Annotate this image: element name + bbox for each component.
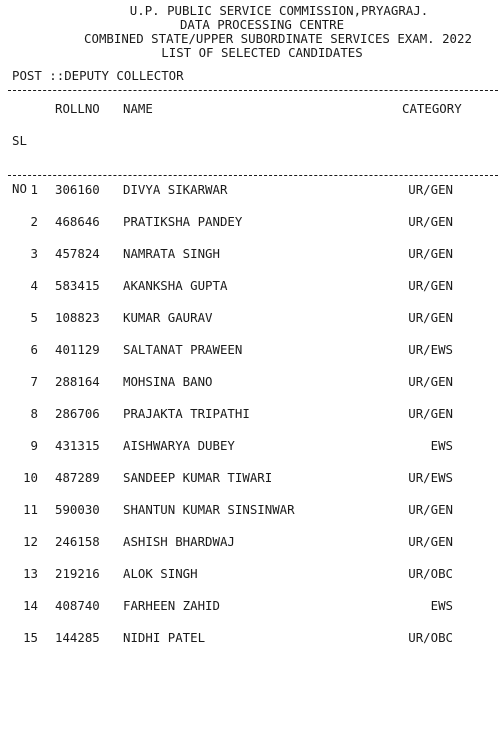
cell-rollno: 583415 [55,278,100,293]
centre-title: DATA PROCESSING CENTRE [179,17,345,32]
cell-category: UR/EWS [408,470,453,485]
cell-sl: 11 [23,502,38,517]
commission-title: U.P. PUBLIC SERVICE COMMISSION,PRYAGRAJ. [129,3,429,18]
cell-category: UR/GEN [408,310,453,325]
table-row [0,245,504,277]
table-row [0,437,504,469]
table-row [0,277,504,309]
table-row [0,373,504,405]
cell-sl: 7 [30,374,38,389]
column-header-category: CATEGORY [402,101,462,116]
cell-category: UR/OBC [408,630,453,645]
cell-sl: 6 [30,342,38,357]
cell-sl: 12 [23,534,38,549]
cell-rollno: 144285 [55,630,100,645]
cell-name: NAMRATA SINGH [123,246,220,261]
cell-name: AKANKSHA GUPTA [123,278,228,293]
cell-name: PRAJAKTA TRIPATHI [123,406,250,421]
divider-header [8,175,498,176]
cell-rollno: 590030 [55,502,100,517]
post-title: POST ::DEPUTY COLLECTOR [12,68,184,83]
cell-sl: 8 [30,406,38,421]
table-row [0,501,504,533]
cell-sl: 10 [23,470,38,485]
cell-name: MOHSINA BANO [123,374,213,389]
cell-rollno: 108823 [55,310,100,325]
cell-sl: 13 [23,566,38,581]
cell-category: UR/GEN [408,214,453,229]
cell-rollno: 286706 [55,406,100,421]
cell-sl: 3 [30,246,38,261]
cell-name: SALTANAT PRAWEEN [123,342,243,357]
cell-name: ASHISH BHARDWAJ [123,534,235,549]
cell-sl: 2 [30,214,38,229]
cell-rollno: 468646 [55,214,100,229]
cell-rollno: 306160 [55,182,100,197]
document-header [0,4,504,60]
cell-category: UR/GEN [408,534,453,549]
exam-title: COMBINED STATE/UPPER SUBORDINATE SERVICES EXAM. 2022 [84,31,472,46]
cell-rollno: 219216 [55,566,100,581]
table-row [0,629,504,661]
table-row [0,469,504,501]
table-row [0,181,504,213]
cell-name: PRATIKSHA PANDEY [123,214,243,229]
cell-name: FARHEEN ZAHID [123,598,220,613]
column-header-sl-line2: NO [12,181,27,196]
cell-sl: 4 [30,278,38,293]
table-row [0,565,504,597]
list-title: LIST OF SELECTED CANDIDATES [161,45,363,60]
cell-name: AISHWARYA DUBEY [123,438,235,453]
cell-category: UR/GEN [408,278,453,293]
table-row [0,533,504,565]
cell-sl: 14 [23,598,38,613]
divider-top [8,90,498,91]
cell-category: EWS [430,598,453,613]
cell-category: UR/GEN [408,374,453,389]
cell-rollno: 288164 [55,374,100,389]
cell-category: UR/GEN [408,246,453,261]
cell-name: SANDEEP KUMAR TIWARI [123,470,273,485]
cell-sl: 15 [23,630,38,645]
cell-category: UR/EWS [408,342,453,357]
cell-rollno: 457824 [55,246,100,261]
cell-sl: 5 [30,310,38,325]
cell-name: SHANTUN KUMAR SINSINWAR [123,502,295,517]
cell-rollno: 431315 [55,438,100,453]
cell-name: ALOK SINGH [123,566,198,581]
candidate-list [0,181,504,661]
cell-name: KUMAR GAURAV [123,310,213,325]
column-header-rollno: ROLLNO [55,101,100,116]
cell-sl: 1 [30,182,38,197]
cell-rollno: 487289 [55,470,100,485]
table-row [0,309,504,341]
cell-rollno: 408740 [55,598,100,613]
cell-category: UR/GEN [408,502,453,517]
cell-rollno: 246158 [55,534,100,549]
cell-category: UR/GEN [408,406,453,421]
cell-sl: 9 [30,438,38,453]
cell-category: UR/OBC [408,566,453,581]
cell-category: EWS [430,438,453,453]
table-row [0,341,504,373]
table-row [0,405,504,437]
column-header-sl-line1: SL [12,133,27,148]
table-row [0,213,504,245]
table-row [0,597,504,629]
cell-name: NIDHI PATEL [123,630,206,645]
cell-category: UR/GEN [408,182,453,197]
column-header-name: NAME [123,101,153,116]
cell-name: DIVYA SIKARWAR [123,182,228,197]
cell-rollno: 401129 [55,342,100,357]
